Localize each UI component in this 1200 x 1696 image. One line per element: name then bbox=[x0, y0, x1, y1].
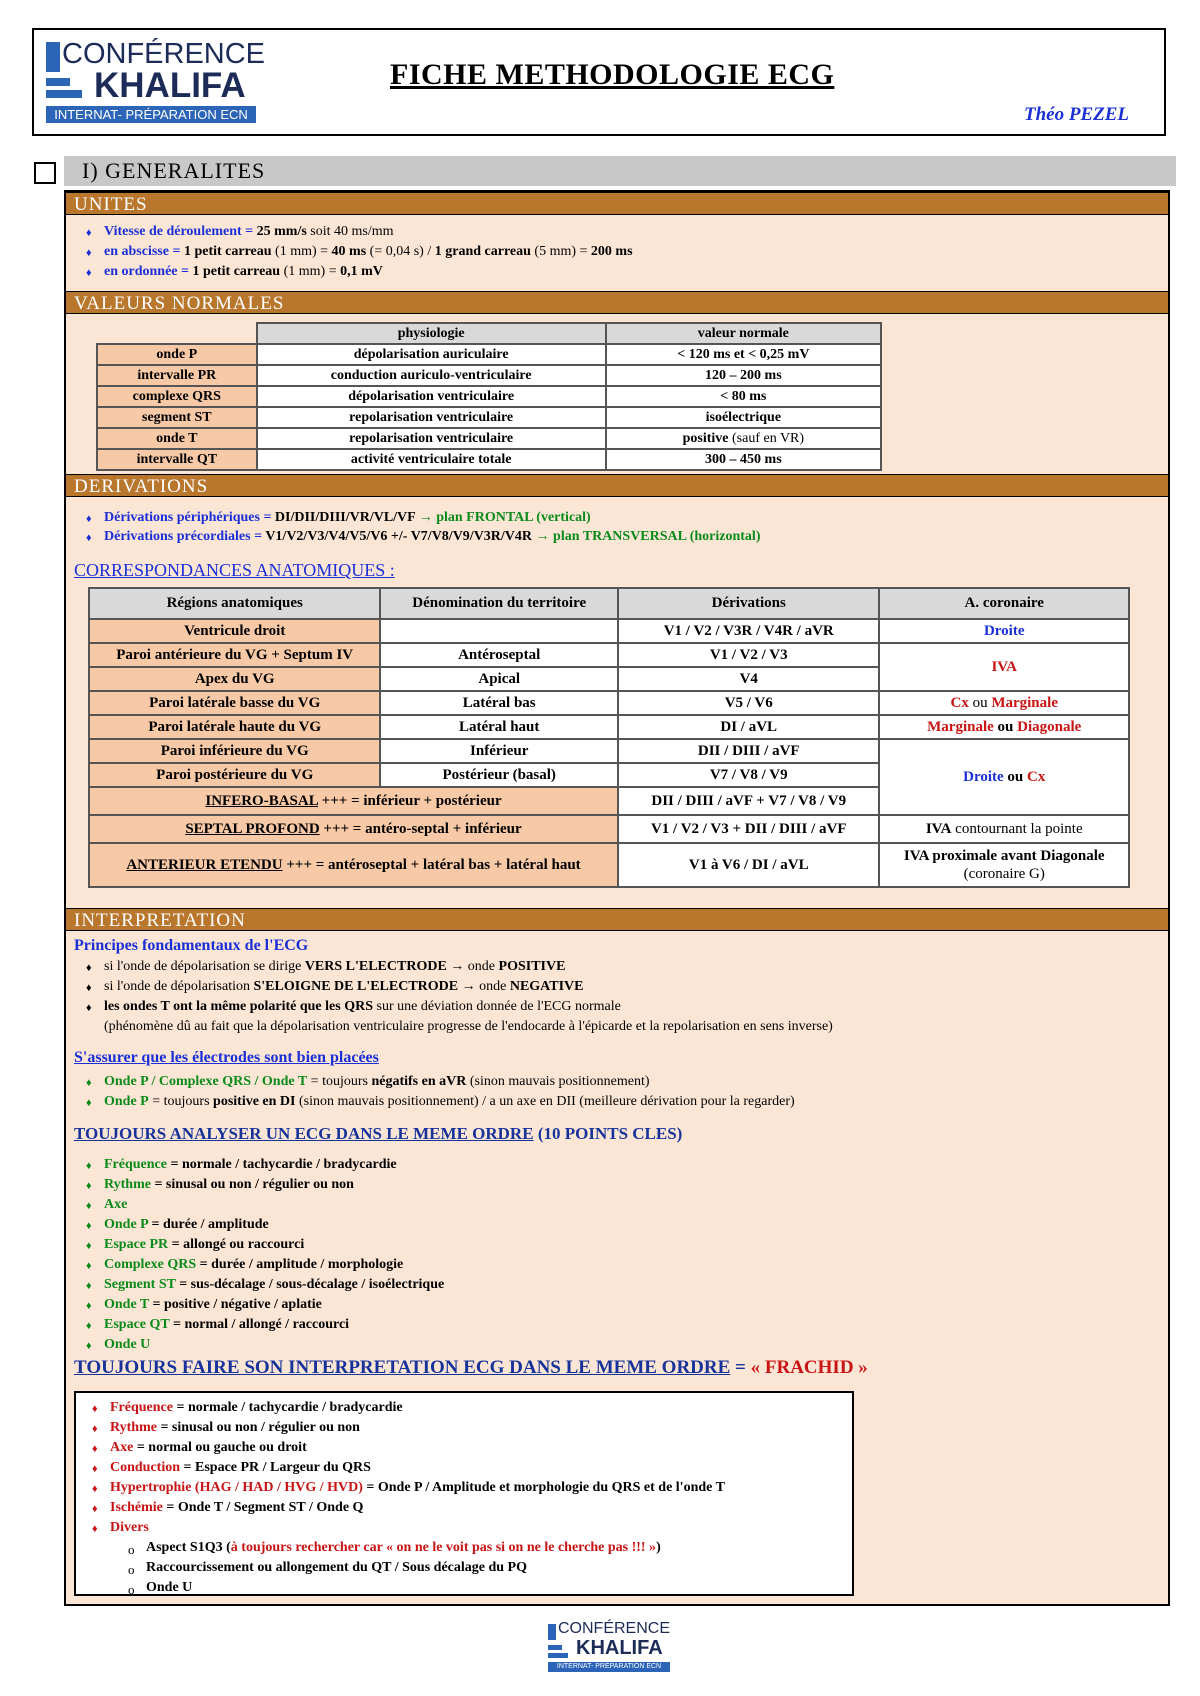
corresp-header-derivations: Dérivations bbox=[618, 588, 879, 619]
list-item: Rythme = sinusal ou non / régulier ou non bbox=[104, 1177, 354, 1192]
principes-l1: si l'onde de dépolarisation se dirige VERS L'ELECTRODE → onde POSITIVE bbox=[104, 959, 566, 974]
section-interpretation: INTERPRETATION bbox=[66, 908, 1168, 931]
bullet-icon: ♦ bbox=[86, 1240, 92, 1252]
list-item: Ischémie = Onde T / Segment ST / Onde Q bbox=[110, 1500, 364, 1515]
bullet-icon: ♦ bbox=[92, 1443, 98, 1455]
section-derivations: DERIVATIONS bbox=[66, 474, 1168, 497]
valeurs-header-physiologie: physiologie bbox=[257, 323, 606, 344]
electrodes-l1: Onde P / Complexe QRS / Onde T = toujours négatifs en aVR (sinon mauvais positionnement) bbox=[104, 1074, 650, 1089]
list-item: Conduction = Espace PR / Largeur du QRS bbox=[110, 1460, 371, 1475]
bullet-icon: ♦ bbox=[92, 1483, 98, 1495]
logo-conference-khalifa bbox=[46, 36, 266, 128]
bullet-icon: ♦ bbox=[86, 1260, 92, 1272]
sub-list-item: Raccourcissement ou allongement du QT / Sous décalage du PQ bbox=[146, 1560, 528, 1575]
table-row-label: intervalle QT bbox=[97, 449, 257, 470]
bullet-icon: ♦ bbox=[86, 1200, 92, 1212]
unites-line3: en ordonnée = 1 petit carreau (1 mm) = 0,1 mV bbox=[104, 264, 383, 279]
footer-logo: CONFÉRENCE KHALIFA INTERNAT- PRÉPARATION ECN bbox=[548, 1620, 670, 1676]
section-valeurs-normales: VALEURS NORMALES bbox=[66, 291, 1168, 314]
correspondances-table: Régions anatomiques Dénomination du territoire Dérivations A. coronaire Ventricule droit V1 / V2 / V3R / V4R / aVR Droite Paroi antérieure du VG + Septum IV Antéroseptal V1 / V2 / V3 IVA Apex du VG Apical V4 Paroi latérale basse du VG Latéral bas V5 / V6 Cx ou Marginale Paroi latérale haute du VG Latéral haut DI / aVL Marginale ou Diagonale Paroi inférieure du VG Inférieur DII / DIII / aVF Droite ou Cx Paroi postérieure du VG Postérieur (basal) V7 / V8 / V9 INFERO-BASAL +++ = inférieur + postérieur DII / DIII / aVF + V7 / V8 / V9 SEPTAL PROFOND +++ = antéro-septal + inférieur V1 / V2 / V3 + DII / DIII / aVF IVA contournant la pointe ANTERIEUR ETENDU +++ = antéroseptal + latéral bas + latéral haut V1 à V6 / DI / aVL IVA proximale avant Diagonale (coronaire G) bbox=[88, 587, 1130, 888]
table-row-label: intervalle PR bbox=[97, 365, 257, 386]
table-row-label: segment ST bbox=[97, 407, 257, 428]
unites-line2: en abscisse = 1 petit carreau (1 mm) = 40 ms (= 0,04 s) / 1 grand carreau (5 mm) = 200 ms bbox=[104, 244, 633, 259]
table-row: Apex du VG bbox=[89, 667, 380, 691]
sub-list-item: Aspect S1Q3 (à toujours rechercher car « on ne le voit pas si on ne le cherche pas !!! ») bbox=[146, 1540, 661, 1555]
list-item: Espace QT = normal / allongé / raccourci bbox=[104, 1317, 350, 1332]
list-item: Axe = normal ou gauche ou droit bbox=[110, 1440, 307, 1455]
bullet-icon: ♦ bbox=[86, 1300, 92, 1312]
list-item: Fréquence = normale / tachycardie / bradycardie bbox=[104, 1157, 397, 1172]
list-item: Hypertrophie (HAG / HAD / HVG / HVD) = Onde P / Amplitude et morphologie du QRS et de l'onde T bbox=[110, 1480, 725, 1495]
table-row-label: complexe QRS bbox=[97, 386, 257, 407]
table-row-combo: INFERO-BASAL +++ = inférieur + postérieur bbox=[89, 787, 618, 815]
section-unites: UNITES bbox=[66, 192, 1168, 215]
author: Théo PEZEL bbox=[1024, 104, 1130, 125]
electrodes-title: S'assurer que les électrodes sont bien placées bbox=[74, 1049, 379, 1066]
logo-line2: KHALIFA bbox=[94, 66, 246, 105]
principes-l2: si l'onde de dépolarisation S'ELOIGNE DE L'ELECTRODE → onde NEGATIVE bbox=[104, 979, 584, 994]
generalites-checkbox[interactable] bbox=[34, 162, 56, 184]
corresp-header-coronaire: A. coronaire bbox=[879, 588, 1129, 619]
table-row-label: onde T bbox=[97, 428, 257, 449]
principes-l3: les ondes T ont la même polarité que les QRS sur une déviation donnée de l'ECG normale bbox=[104, 999, 621, 1014]
bullet-icon: ♦ bbox=[86, 1180, 92, 1192]
bullet-icon: ♦ bbox=[92, 1463, 98, 1475]
derivations-precordiales: Dérivations précordiales = V1/V2/V3/V4/V5/V6 +/- V7/V8/V9/V3R/V4R → plan TRANSVERSAL (horizontal) bbox=[104, 529, 761, 544]
bullet-icon: ♦ bbox=[92, 1403, 98, 1415]
correspondances-title: CORRESPONDANCES ANATOMIQUES : bbox=[74, 560, 395, 580]
table-row-combo: SEPTAL PROFOND +++ = antéro-septal + inférieur bbox=[89, 815, 618, 843]
bullet-icon: ♦ bbox=[92, 1503, 98, 1515]
bullet-icon: ♦ bbox=[86, 1320, 92, 1332]
bullet-icon: ♦ bbox=[92, 1523, 98, 1535]
table-row-label: onde P bbox=[97, 344, 257, 365]
bullet-icon: ♦ bbox=[86, 1340, 92, 1352]
table-row: Paroi latérale haute du VG bbox=[89, 715, 380, 739]
electrodes-l2: Onde P = toujours positive en DI (sinon mauvais positionnement) / a un axe en DII (meilleure dérivation pour la regarder) bbox=[104, 1094, 795, 1109]
sub-list-item: Onde U bbox=[146, 1580, 193, 1595]
table-row: Ventricule droit bbox=[89, 619, 380, 643]
unites-line1: Vitesse de déroulement = 25 mm/s soit 40 ms/mm bbox=[104, 224, 394, 239]
generalites-title: I) GENERALITES bbox=[82, 158, 266, 183]
order-title: TOUJOURS ANALYSER UN ECG DANS LE MEME ORDRE (10 POINTS CLES) bbox=[74, 1124, 683, 1143]
sub-bullet-icon: o bbox=[128, 1562, 135, 1577]
table-row: Paroi antérieure du VG + Septum IV bbox=[89, 643, 380, 667]
list-item: Onde U bbox=[104, 1337, 151, 1352]
bullet-icon: ♦ bbox=[86, 1220, 92, 1232]
corresp-header-territoire: Dénomination du territoire bbox=[380, 588, 618, 619]
sub-bullet-icon: o bbox=[128, 1582, 135, 1597]
list-item: Fréquence = normale / tachycardie / bradycardie bbox=[110, 1400, 403, 1415]
principes-l4: (phénomène dû au fait que la dépolarisation ventriculaire progresse de l'endocarde à l'épicarde et la repolarisation en sens inverse) bbox=[104, 1019, 833, 1034]
table-row-combo: ANTERIEUR ETENDU +++ = antéroseptal + latéral bas + latéral haut bbox=[89, 843, 618, 887]
corresp-header-region: Régions anatomiques bbox=[89, 588, 380, 619]
sub-bullet-icon: o bbox=[128, 1542, 135, 1557]
list-item: Complexe QRS = durée / amplitude / morphologie bbox=[104, 1257, 404, 1272]
table-row: Paroi inférieure du VG bbox=[89, 739, 380, 763]
principes-title: Principes fondamentaux de l'ECG bbox=[74, 937, 309, 954]
list-item: Onde P = durée / amplitude bbox=[104, 1217, 269, 1232]
valeurs-header-valeur: valeur normale bbox=[606, 323, 881, 344]
table-row: Paroi postérieure du VG bbox=[89, 763, 380, 787]
list-item: Onde T = positive / négative / aplatie bbox=[104, 1297, 322, 1312]
logo-line3: INTERNAT- PRÉPARATION ECN bbox=[46, 106, 256, 123]
table-row: Paroi latérale basse du VG bbox=[89, 691, 380, 715]
list-item: Rythme = sinusal ou non / régulier ou non bbox=[110, 1420, 360, 1435]
bullet-icon: ♦ bbox=[86, 1280, 92, 1292]
list-item: Segment ST = sus-décalage / sous-décalage / isoélectrique bbox=[104, 1277, 445, 1292]
list-item: Divers bbox=[110, 1520, 149, 1535]
list-item: Axe bbox=[104, 1197, 128, 1212]
valeurs-table: physiologie valeur normale onde P dépolarisation auriculaire < 120 ms et < 0,25 mV intervalle PR conduction auriculo-ventriculaire 120 – 200 ms complexe QRS dépolarisation ventriculaire < 80 ms segment ST repolarisation ventriculaire isoélectrique onde T repolarisation ventriculaire positive (sauf en VR) intervalle QT activité ventriculaire totale 300 – 450 ms bbox=[96, 322, 882, 471]
list-item: Espace PR = allongé ou raccourci bbox=[104, 1237, 305, 1252]
logo-line1: CONFÉRENCE bbox=[62, 38, 266, 70]
frachid-title: TOUJOURS FAIRE SON INTERPRETATION ECG DANS LE MEME ORDRE = « FRACHID » bbox=[74, 1357, 868, 1378]
page-title: FICHE METHODOLOGIE ECG bbox=[390, 58, 835, 91]
bullet-icon: ♦ bbox=[86, 1160, 92, 1172]
bullet-icon: ♦ bbox=[92, 1423, 98, 1435]
derivations-peripheriques: Dérivations périphériques = DI/DII/DIII/VR/VL/VF → plan FRONTAL (vertical) bbox=[104, 510, 591, 525]
